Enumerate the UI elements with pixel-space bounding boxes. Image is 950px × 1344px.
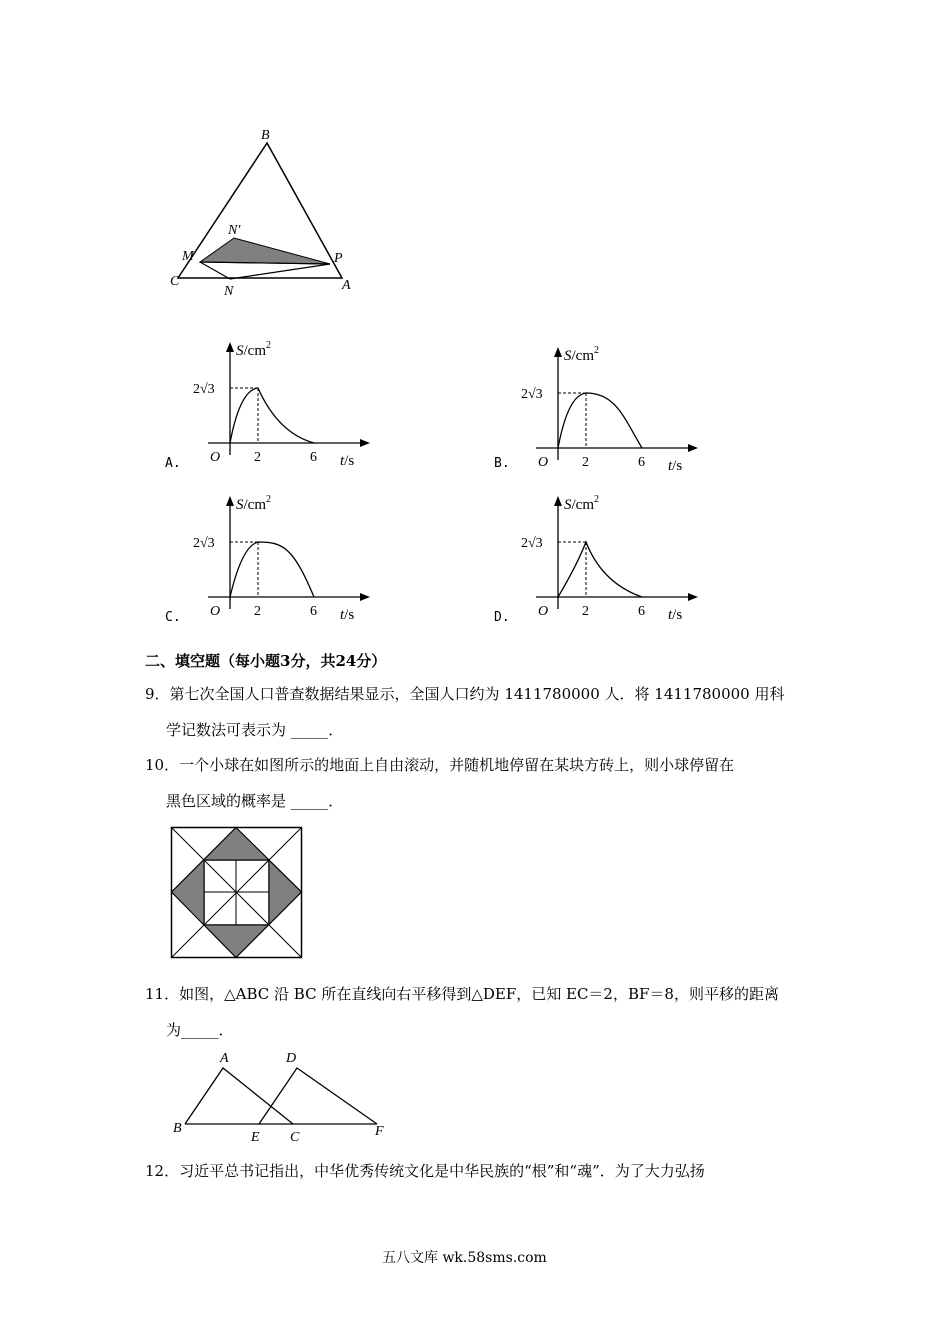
x-axis-arrow xyxy=(360,439,370,447)
question-10-line-1: 10．一个小球在如图所示的地面上自由滚动，并随机地停留在某块方砖上，则小球停留在 xyxy=(145,756,735,774)
segment-np xyxy=(230,264,330,279)
question-11-line-1: 11．如图，△ABC 沿 BC 所在直线向右平移得到△DEF，已知 EC＝2，BF＝8，则平移的距离 xyxy=(145,985,779,1003)
label-c: C xyxy=(170,274,180,289)
label-p: P xyxy=(334,251,343,266)
option-letter-c: C. xyxy=(165,610,181,625)
label-d: D xyxy=(286,1051,297,1066)
tick-label-2: 2 xyxy=(582,604,589,619)
triangle-abc-translation xyxy=(185,1068,293,1124)
series-curve xyxy=(558,542,642,597)
tick-label-2: 2 xyxy=(254,450,261,465)
y-axis-arrow xyxy=(226,496,234,506)
page-footer: 五八文库 wk.58sms.com xyxy=(382,1250,547,1266)
label-f: F xyxy=(375,1124,384,1139)
section-2-heading: 二、填空题（每小题3分，共24分） xyxy=(145,652,387,670)
y-axis-arrow xyxy=(554,496,562,506)
y-axis-label: $S/cm^2$ xyxy=(236,494,271,513)
option-letter-d: D. xyxy=(494,610,510,625)
x-axis-arrow xyxy=(688,444,698,452)
tile-figure xyxy=(170,826,304,960)
option-letter-a: A. xyxy=(165,456,181,471)
origin-label: O xyxy=(210,450,221,465)
series-curve xyxy=(558,393,642,448)
origin-label: O xyxy=(538,604,549,619)
origin-label: O xyxy=(538,455,549,470)
translation-figure xyxy=(165,1048,395,1148)
label-e: E xyxy=(251,1130,260,1145)
triangle-figure xyxy=(160,120,370,305)
y-axis-label: $S/cm^2$ xyxy=(564,494,599,513)
label-a: A xyxy=(220,1051,229,1066)
question-12-line-1: 12．习近平总书记指出，中华优秀传统文化是中华民族的“根”和“魂”．为了大力弘扬 xyxy=(145,1162,705,1180)
label-c: C xyxy=(290,1130,300,1145)
x-axis-arrow xyxy=(360,593,370,601)
x-axis-label: t/s xyxy=(668,458,683,474)
peak-value-label: 2√3 xyxy=(193,382,215,397)
tick-label-6: 6 xyxy=(310,450,317,465)
x-axis-label: t/s xyxy=(340,453,355,469)
y-axis-arrow xyxy=(226,342,234,352)
label-a: A xyxy=(342,278,351,293)
origin-label: O xyxy=(210,604,221,619)
y-axis-label: $S/cm^2$ xyxy=(564,345,599,364)
label-n: N xyxy=(224,284,234,299)
label-n-prime: N' xyxy=(228,223,241,238)
shaded-triangle-mn-p xyxy=(200,238,330,264)
x-axis-arrow xyxy=(688,593,698,601)
label-m: M xyxy=(182,249,194,264)
question-11-line-2: 为_____． xyxy=(166,1021,234,1039)
label-b: B xyxy=(173,1121,182,1136)
x-axis-label: t/s xyxy=(340,607,355,623)
tick-label-2: 2 xyxy=(254,604,261,619)
series-curve xyxy=(230,542,314,597)
y-axis-label: $S/cm^2$ xyxy=(236,340,271,359)
tick-label-6: 6 xyxy=(638,455,645,470)
question-10-line-2: 黑色区域的概率是 _____． xyxy=(166,792,344,810)
label-b: B xyxy=(261,128,270,143)
tick-label-6: 6 xyxy=(310,604,317,619)
x-axis-label: t/s xyxy=(668,607,683,623)
peak-value-label: 2√3 xyxy=(521,387,543,402)
tick-label-6: 6 xyxy=(638,604,645,619)
peak-value-label: 2√3 xyxy=(521,536,543,551)
peak-value-label: 2√3 xyxy=(193,536,215,551)
option-letter-b: B. xyxy=(494,456,510,471)
question-9-line-2: 学记数法可表示为 _____． xyxy=(166,721,344,739)
y-axis-arrow xyxy=(554,347,562,357)
segment-mn xyxy=(200,262,230,279)
tick-label-2: 2 xyxy=(582,455,589,470)
triangle-def-translation xyxy=(259,1068,377,1124)
question-9-line-1: 9．第七次全国人口普查数据结果显示，全国人口约为 1411780000 人．将 1411780000 用科 xyxy=(145,685,785,703)
series-curve xyxy=(230,388,314,443)
